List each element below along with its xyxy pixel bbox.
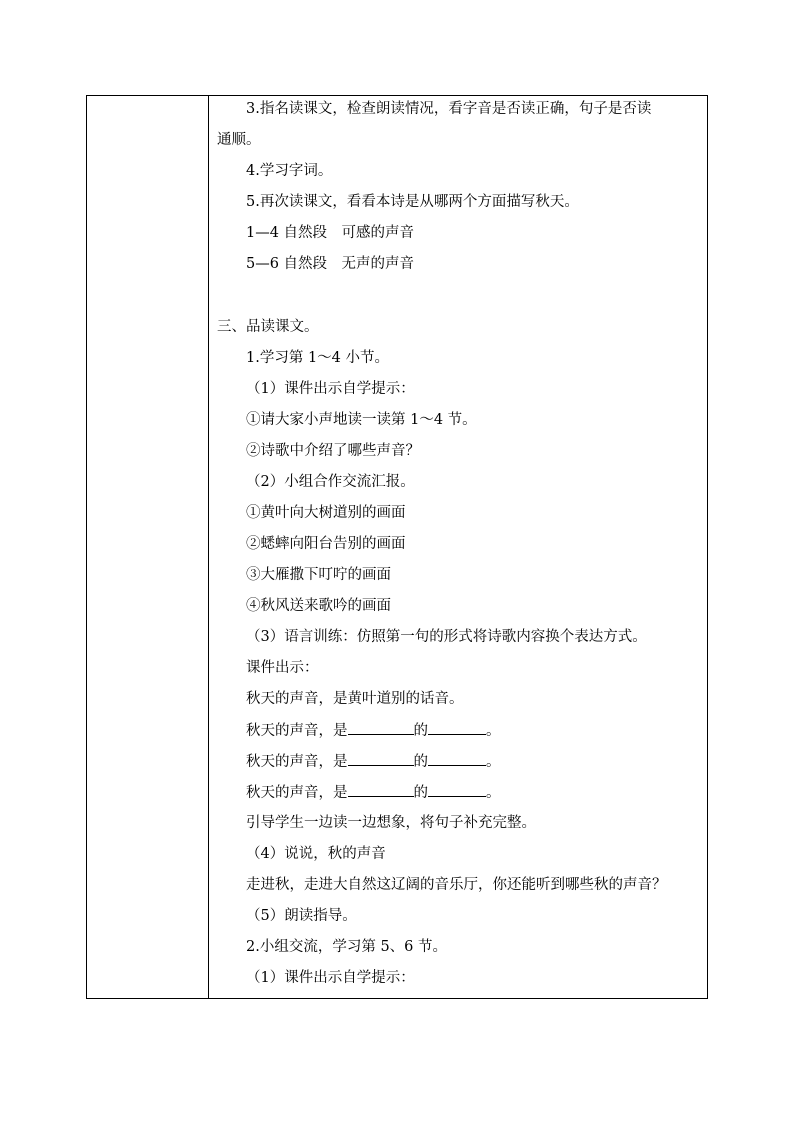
text-line: ②蟋蟀向阳台告别的画面 — [246, 536, 406, 552]
fill-blank-suffix: 。 — [486, 754, 501, 770]
fill-blank-line — [217, 751, 701, 772]
text-line: （5）朗读指导。 — [246, 908, 357, 924]
text-line: ③大雁撒下叮咛的画面 — [246, 567, 391, 583]
section-heading: 三、品读课文。 — [217, 319, 319, 335]
text-line: 5.再次读课文，看看本诗是从哪两个方面描写秋天。 — [246, 194, 579, 210]
content-cell — [209, 96, 707, 998]
fill-blank-line — [217, 720, 701, 741]
lesson-plan-table — [86, 95, 708, 999]
text-line: （3）语言训练：仿照第一句的形式将诗歌内容换个表达方式。 — [246, 629, 647, 645]
text-line: 走进秋，走进大自然这辽阔的音乐厅，你还能听到哪些秋的声音？ — [246, 877, 667, 893]
blank-line-2 — [428, 751, 486, 766]
fill-blank-middle: 的 — [413, 723, 428, 739]
text-line: 秋天的声音，是黄叶道别的话音。 — [246, 691, 464, 707]
blank-line-2 — [428, 720, 486, 735]
fill-blank-prefix: 秋天的声音，是 — [246, 723, 348, 739]
text-line: 通顺。 — [217, 132, 261, 148]
text-line: 1—4 自然段 可感的声音 — [246, 225, 415, 241]
text-line: 2.小组交流，学习第 5、6 节。 — [246, 939, 448, 955]
text-line: ①黄叶向大树道别的画面 — [246, 505, 406, 521]
text-line: ④秋风送来歌吟的画面 — [246, 598, 391, 614]
text-line: （1）课件出示自学提示： — [246, 970, 415, 986]
text-line: ②诗歌中介绍了哪些声音？ — [246, 443, 420, 459]
fill-blank-suffix: 。 — [486, 723, 501, 739]
fill-blank-prefix: 秋天的声音，是 — [246, 754, 348, 770]
blank-line-2 — [428, 782, 486, 797]
fill-blank-middle: 的 — [413, 785, 428, 801]
left-column-cell — [87, 96, 208, 998]
fill-blank-middle: 的 — [413, 754, 428, 770]
text-line: （1）课件出示自学提示： — [246, 381, 415, 397]
text-line: 3.指名读课文，检查朗读情况，看字音是否读正确，句子是否读 — [246, 101, 652, 117]
text-line: 引导学生一边读一边想象，将句子补充完整。 — [246, 815, 536, 831]
fill-blank-line — [217, 782, 701, 803]
text-line: 4.学习字词。 — [246, 163, 333, 179]
blank-line-1 — [348, 720, 414, 735]
text-line: 1.学习第 1～4 小节。 — [246, 350, 390, 366]
text-line: ①请大家小声地读一读第 1～4 节。 — [246, 412, 477, 428]
fill-blank-suffix: 。 — [486, 785, 501, 801]
text-line: 5—6 自然段 无声的声音 — [246, 256, 415, 272]
text-line: （4）说说，秋的声音 — [246, 846, 386, 862]
text-line: 课件出示： — [246, 660, 319, 676]
blank-line-1 — [348, 782, 414, 797]
blank-line-1 — [348, 751, 414, 766]
fill-blank-prefix: 秋天的声音，是 — [246, 785, 348, 801]
text-line: （2）小组合作交流汇报。 — [246, 474, 415, 490]
